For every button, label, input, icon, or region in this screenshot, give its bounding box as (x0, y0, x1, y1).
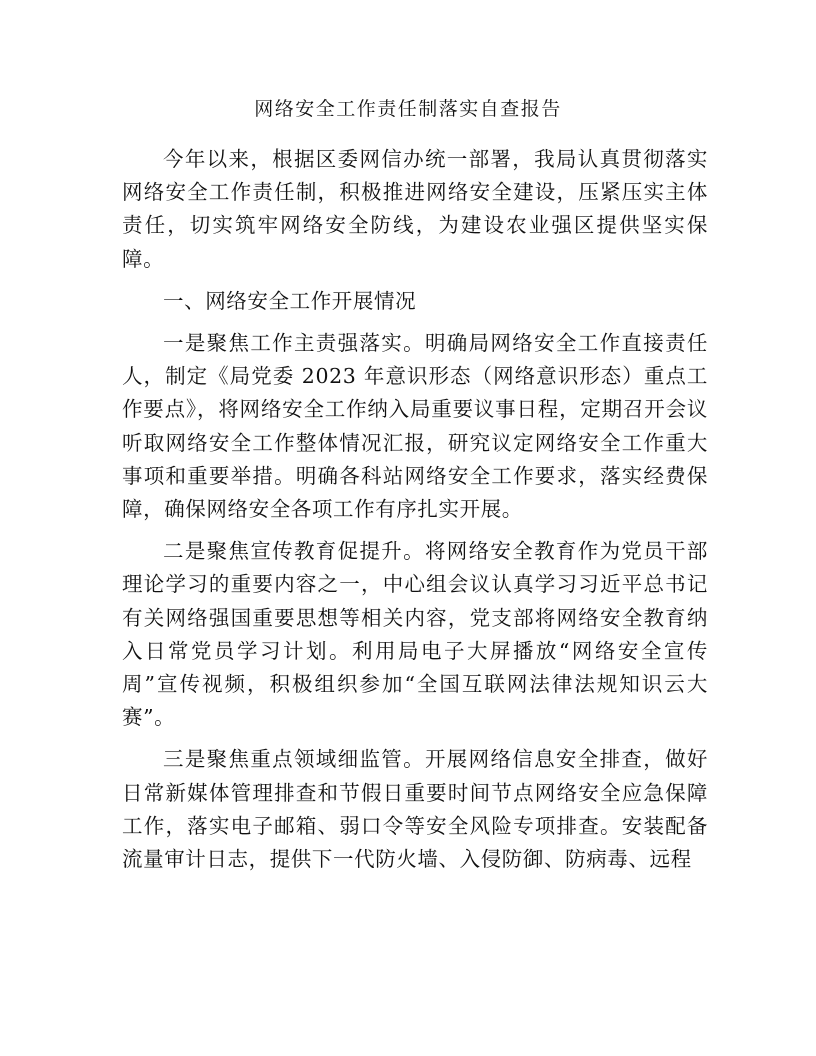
document-body (122, 143, 708, 885)
paragraph-responsibility: 一是聚焦工作主责强落实。明确局网络安全工作直接责任人，制定《局党委 2023 年意识形态（网络意识形态）重点工作要点》，将网络安全工作纳入局重要议事日程，定期召开会议听取网络安全工作整体情况汇报，研究议定网络安全工作重大事项和重要举措。明确各科站网络安全工作要求，落实经费保障，确保网络安全各项工作有序扎实开展。 (122, 331, 708, 522)
document-title: 网络安全工作责任制落实自查报告 (254, 98, 562, 120)
paragraph-education: 二是聚焦宣传教育促提升。将网络安全教育作为党员干部理论学习的重要内容之一，中心组会议认真学习习近平总书记有关网络强国重要思想等相关内容，党支部将网络安全教育纳入日常党员学习计划。利用局电子大屏播放“网络安全宣传周”宣传视频，积极组织参加“全国互联网法律法规知识云大赛”。 (122, 539, 708, 730)
paragraph-supervision: 三是聚焦重点领域细监管。开展网络信息安全排查，做好日常新媒体管理排查和节假日重要时间节点网络安全应急保障工作，落实电子邮箱、弱口令等安全风险专项排查。安装配备流量审计日志，提供下一代防火墙、入侵防御、防病毒、远程 (122, 747, 708, 872)
section-heading: 一、网络安全工作开展情况 (163, 288, 417, 313)
intro-paragraph: 今年以来，根据区委网信办统一部署，我局认真贯彻落实网络安全工作责任制，积极推进网络安全建设，压紧压实主体责任，切实筑牢网络安全防线，为建设农业强区提供坚实保障。 (122, 147, 708, 271)
